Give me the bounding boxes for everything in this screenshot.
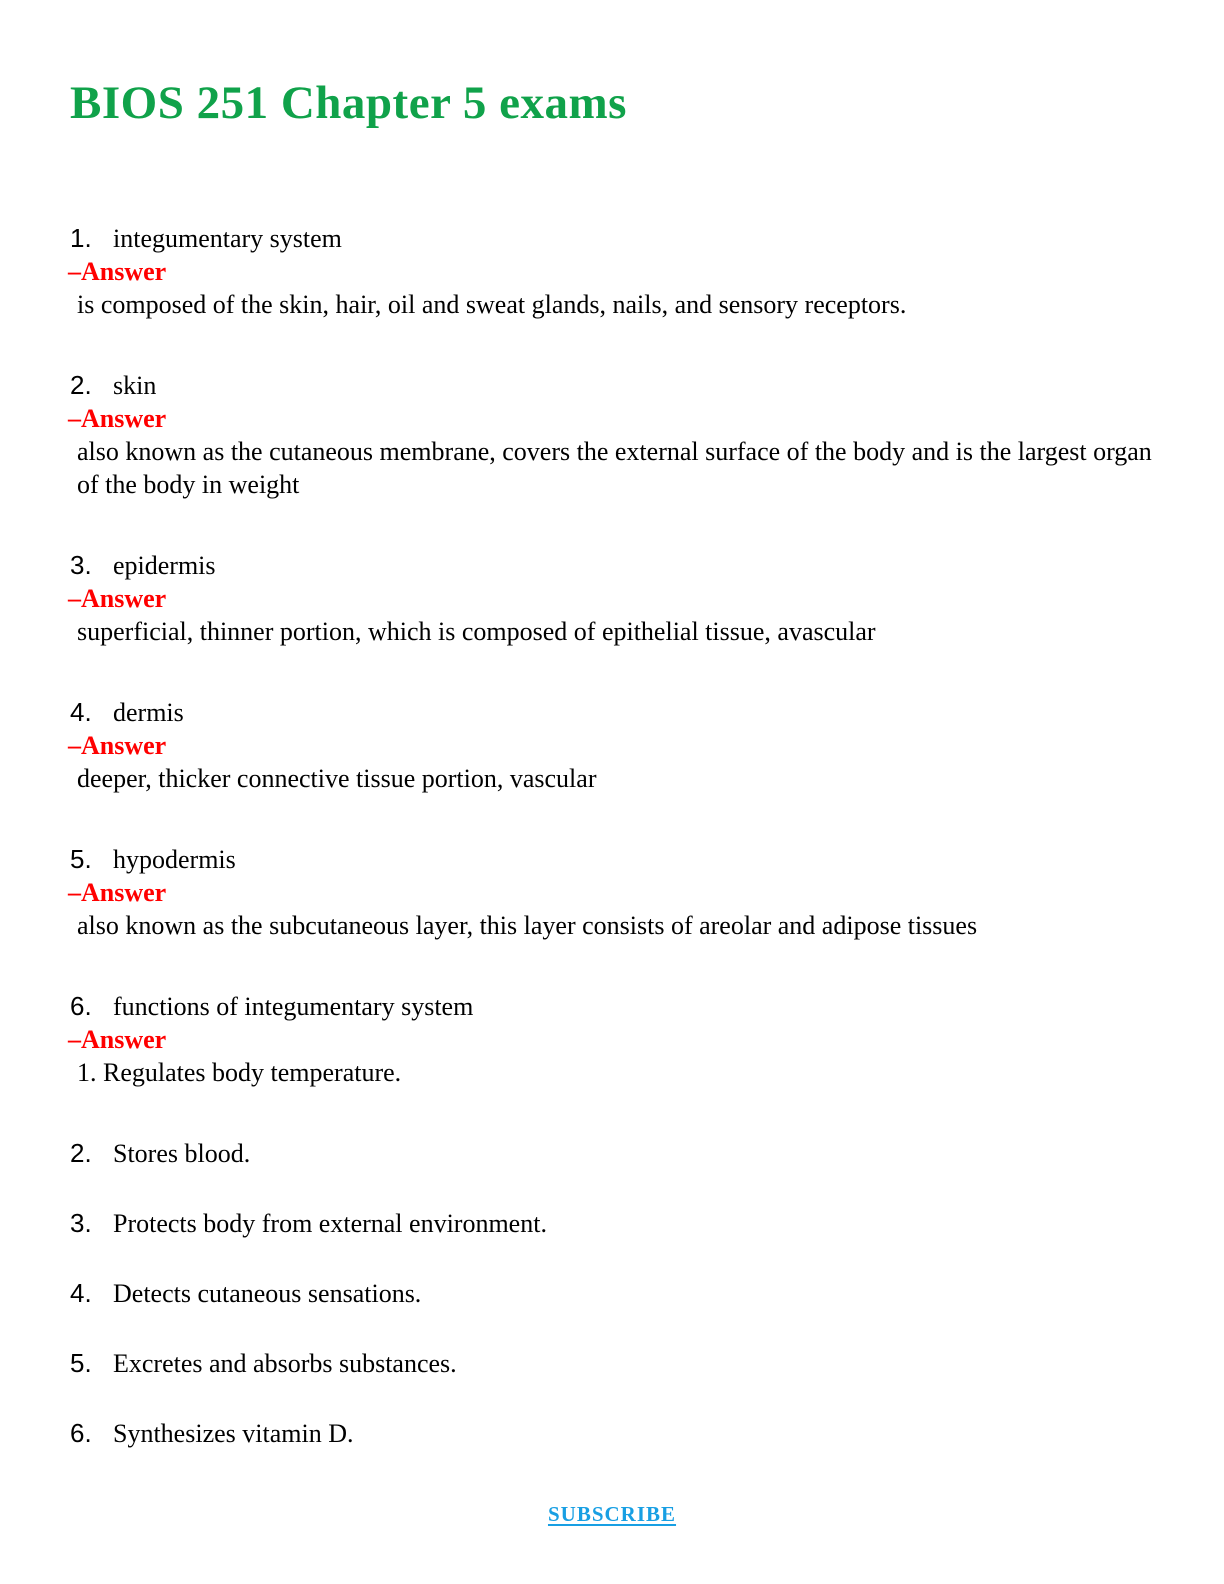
question-block (70, 369, 1164, 501)
question-term: epidermis (113, 551, 216, 580)
answer-text: deeper, thicker connective tissue portion, vascular (77, 764, 597, 793)
list-item-text: Protects body from external environment. (113, 1209, 547, 1238)
answer-text: is composed of the skin, hair, oil and sweat glands, nails, and sensory receptors. (77, 290, 907, 319)
question-block (70, 990, 1164, 1089)
question-line (70, 369, 1164, 402)
page-footer (0, 1502, 1224, 1527)
answer-text: also known as the subcutaneous layer, this layer consists of areolar and adipose tissues (77, 911, 978, 940)
question-number: 3. (70, 550, 92, 580)
question-block (70, 696, 1164, 795)
list-item (70, 1137, 1164, 1170)
list-item-text: Detects cutaneous sensations. (113, 1279, 422, 1308)
answer-label: –Answer (68, 584, 167, 613)
question-block (70, 222, 1164, 321)
question-number: 1. (70, 223, 92, 253)
question-term: functions of integumentary system (113, 992, 474, 1021)
list-item-number: 3. (70, 1208, 92, 1238)
list-item (70, 1207, 1164, 1240)
answer-label: –Answer (68, 878, 167, 907)
question-line (70, 222, 1164, 255)
functions-list (70, 1137, 1164, 1450)
list-item-text: Synthesizes vitamin D. (113, 1419, 354, 1448)
question-number: 5. (70, 844, 92, 874)
qa-section (70, 222, 1164, 1450)
question-term: skin (113, 371, 157, 400)
answer-label: –Answer (68, 731, 167, 760)
question-line (70, 696, 1164, 729)
question-term: hypodermis (113, 845, 236, 874)
list-item-number: 5. (70, 1348, 92, 1378)
question-line (70, 549, 1164, 582)
list-item-number: 2. (70, 1138, 92, 1168)
list-item-number: 6. (70, 1418, 92, 1448)
list-item (70, 1347, 1164, 1380)
question-block (70, 843, 1164, 942)
page-title: BIOS 251 Chapter 5 exams (70, 77, 627, 129)
answer-text: also known as the cutaneous membrane, covers the external surface of the body and is the largest organ of the body in weight (77, 437, 1152, 499)
question-block (70, 549, 1164, 648)
answer-label: –Answer (68, 404, 167, 433)
answer-text: superficial, thinner portion, which is composed of epithelial tissue, avascular (77, 617, 876, 646)
subscribe-link[interactable]: SUBSCRIBE (547, 1502, 677, 1526)
answer-text: 1. Regulates body temperature. (77, 1058, 402, 1087)
list-item (70, 1417, 1164, 1450)
question-number: 6. (70, 991, 92, 1021)
list-item-number: 4. (70, 1278, 92, 1308)
question-term: dermis (113, 698, 184, 727)
question-number: 2. (70, 370, 92, 400)
list-item-text: Stores blood. (113, 1139, 251, 1168)
question-number: 4. (70, 697, 92, 727)
list-item (70, 1277, 1164, 1310)
list-item-text: Excretes and absorbs substances. (113, 1349, 457, 1378)
question-term: integumentary system (113, 224, 342, 253)
question-line (70, 843, 1164, 876)
answer-label: –Answer (68, 257, 167, 286)
answer-label: –Answer (68, 1025, 167, 1054)
question-line (70, 990, 1164, 1023)
